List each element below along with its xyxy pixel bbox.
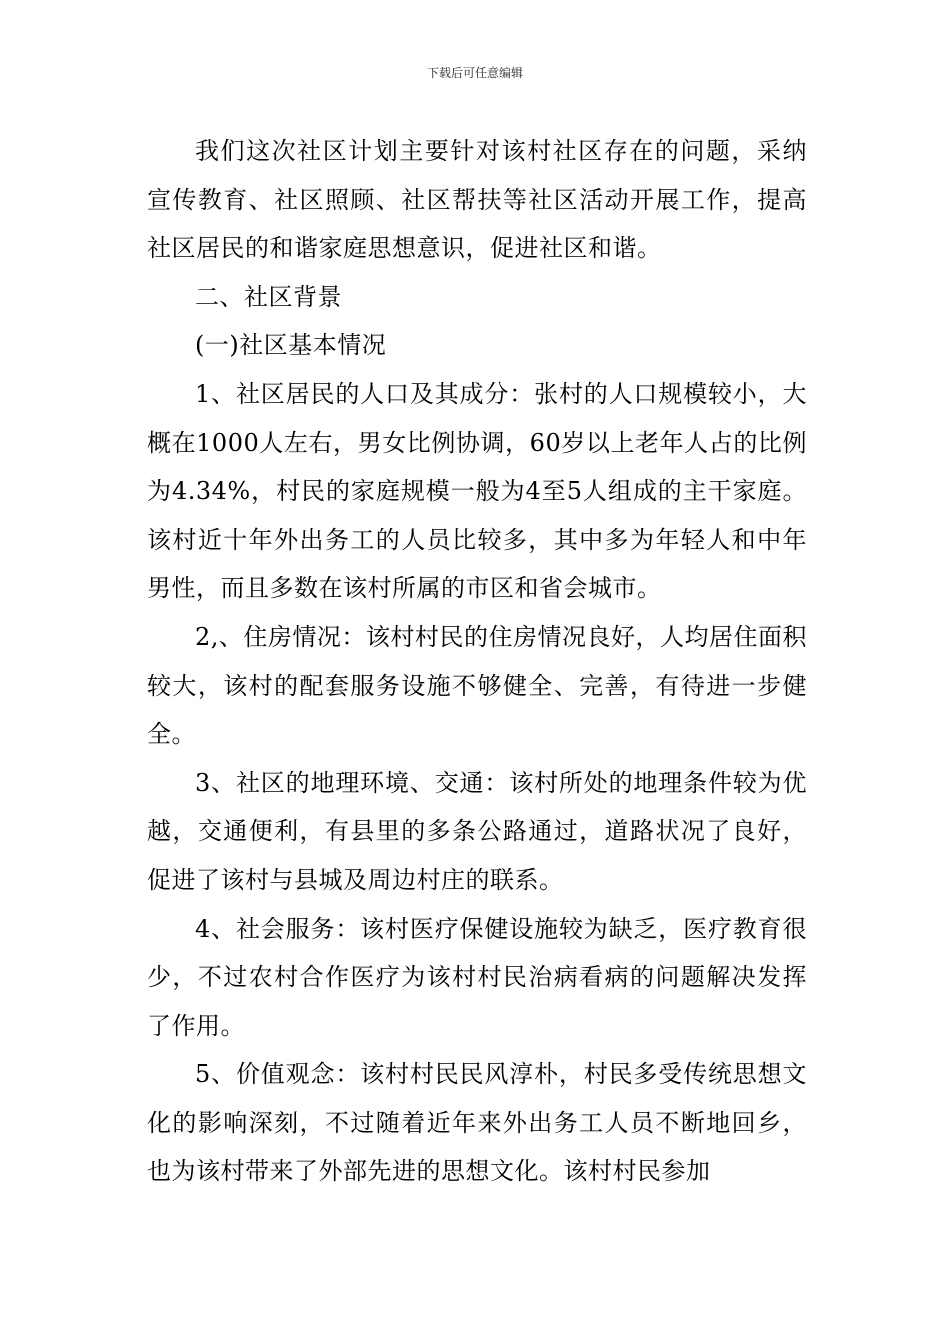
paragraph-values: 5、价值观念：该村村民民风淳朴，村民多受传统思想文化的影响深刻，不过随着近年来外出务工人员不断地回乡，也为该村带来了外部先进的思想文化。该村村民参加 <box>147 1060 807 1186</box>
paragraph-housing: 2,、住房情况：该村村民的住房情况良好，人均居住面积较大，该村的配套服务设施不够健全、完善，有待进一步健全。 <box>147 622 807 749</box>
paragraph-population: 1、社区居民的人口及其成分：张村的人口规模较小，大概在1000人左右，男女比例协调，60岁以上老年人占的比例为4.34%，村民的家庭规模一般为4至5人组成的主干家庭。该村近十年外出务工的人员比较多，其中多为年轻人和中年男性，而且多数在该村所属的市区和省会城市。 <box>147 379 807 603</box>
section-heading-community-background: 二、社区背景 <box>195 282 342 311</box>
subsection-heading-basic-situation: (一)社区基本情况 <box>195 331 387 360</box>
paragraph-social-services: 4、社会服务：该村医疗保健设施较为缺乏，医疗教育很少，不过农村合作医疗为该村村民治病看病的问题解决发挥了作用。 <box>147 914 807 1040</box>
paragraph-plan-intro: 我们这次社区计划主要针对该村社区存在的问题，采纳宣传教育、社区照顾、社区帮扶等社区活动开展工作，提高社区居民的和谐家庭思想意识，促进社区和谐。 <box>147 137 807 263</box>
document-body <box>147 127 807 1196</box>
paragraph-geography-transport: 3、社区的地理环境、交通：该村所处的地理条件较为优越，交通便利，有县里的多条公路通过，道路状况了良好，促进了该村与县城及周边村庄的联系。 <box>147 768 807 894</box>
page-header: 下载后可任意编辑 <box>426 66 523 80</box>
